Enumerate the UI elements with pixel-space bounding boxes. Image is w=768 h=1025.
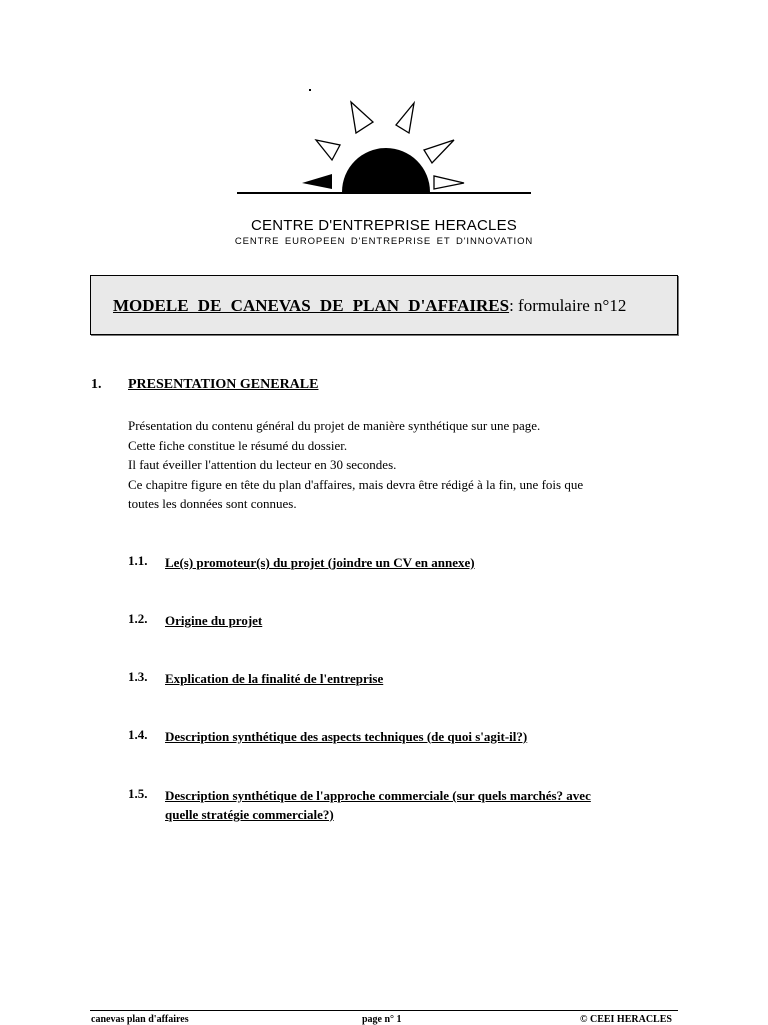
- subsection-title: Description synthétique des aspects techniques (de quoi s'agit-il?): [165, 729, 528, 744]
- title-line: [113, 296, 626, 316]
- intro-paragraph: [128, 416, 688, 514]
- subsection-title: [165, 786, 685, 824]
- subsection-number: 1.4.: [128, 727, 148, 742]
- form-number: : formulaire n°12: [509, 296, 627, 315]
- title-box: [90, 275, 678, 335]
- sun-icon: [236, 100, 532, 196]
- organization-name: CENTRE D'ENTREPRISE HERACLES: [250, 217, 517, 234]
- subsection-title: Origine du projet: [165, 613, 263, 628]
- section-title: PRESENTATION GENERALE: [128, 377, 319, 392]
- subsection-number: 1.3.: [128, 669, 148, 684]
- document-title: MODELE DE CANEVAS DE PLAN D'AFFAIRES: [113, 296, 510, 315]
- organization-subtitle: CENTRE EUROPEEN D'ENTREPRISE ET D'INNOVATION: [234, 236, 534, 247]
- intro-line: Cette fiche constitue le résumé du dossier.: [128, 437, 348, 453]
- intro-line: toutes les données sont connues.: [128, 496, 297, 511]
- subsection-title: Explication de la finalité de l'entreprise: [165, 671, 384, 686]
- subsection-title-line: quelle stratégie commerciale?): [165, 807, 334, 822]
- subsection-title-line: Description synthétique de l'approche commerciale (sur quels marchés? avec: [165, 788, 591, 803]
- footer-copyright: © CEEI HERACLES: [580, 1014, 672, 1025]
- stray-dot: [309, 89, 311, 91]
- subsection-number: 1.1.: [128, 553, 148, 568]
- footer-left: canevas plan d'affaires: [91, 1014, 189, 1025]
- subsection-title: Le(s) promoteur(s) du projet (joindre un CV en annexe): [165, 555, 475, 570]
- intro-line: Présentation du contenu général du projet de manière synthétique sur une page.: [128, 418, 541, 433]
- subsection-number: 1.2.: [128, 611, 148, 626]
- footer-page-number: page n° 1: [362, 1014, 402, 1025]
- subsection-number: 1.5.: [128, 786, 148, 801]
- intro-line: Ce chapitre figure en tête du plan d'affaires, mais devra être rédigé à la fin, une fois que: [128, 476, 584, 492]
- intro-line: Il faut éveiller l'attention du lecteur en 30 secondes.: [128, 457, 397, 472]
- footer-rule: [90, 1010, 678, 1011]
- section-number: 1.: [91, 377, 102, 392]
